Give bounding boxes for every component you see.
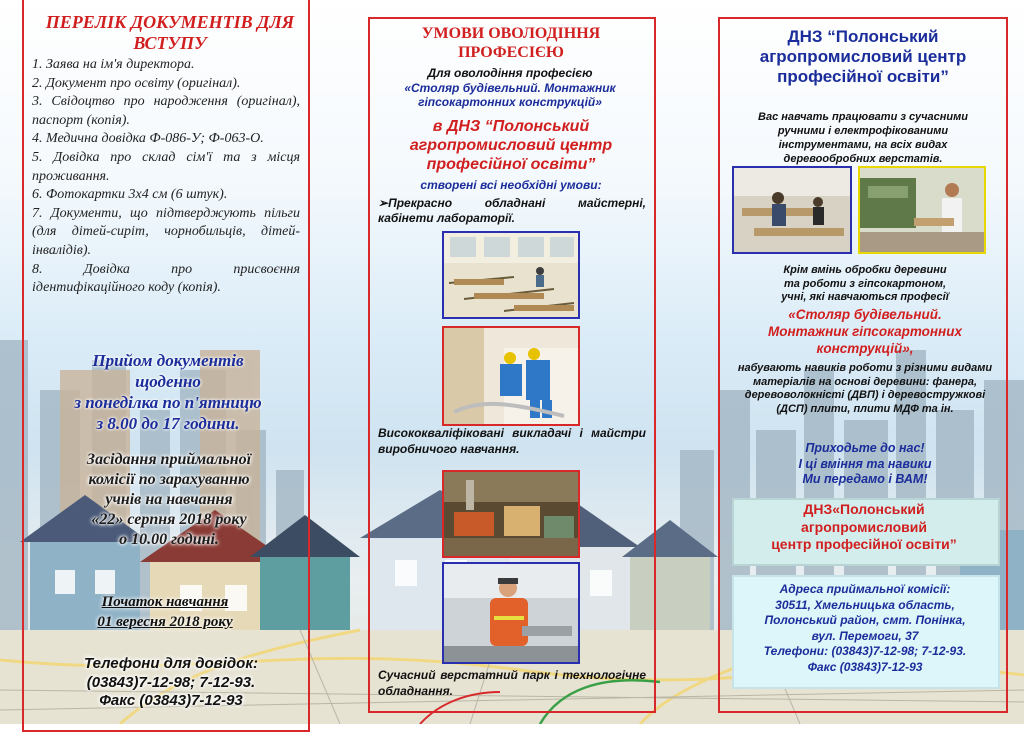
address-line: вул. Перемоги, 37 [811, 628, 919, 643]
phones-line: Телефони для довідок: [84, 655, 258, 672]
profession-line: конструкцій», [816, 341, 914, 356]
box-line: агропромисловий [801, 518, 927, 535]
students-photo [442, 326, 580, 426]
commission-line: о 10.00 годині. [119, 531, 219, 548]
title-line: УМОВИ ОВОЛОДІННЯ [421, 25, 601, 42]
box-line: ДНЗ«Полонський [803, 501, 925, 517]
list-item: 7. Документи, що підтверджують пільги (для дітей-сиріт, чорнобильців, дітей-інвалідів). [32, 205, 300, 258]
profession-conditions-title [382, 24, 640, 62]
profession-line: «Столяр будівельний. [788, 307, 942, 322]
worker-photo [442, 562, 580, 664]
admission-line: Прийом документів [92, 351, 244, 370]
phones-line: Факс (03843)7-12-93 [99, 692, 243, 709]
profession-intro [374, 66, 646, 110]
invite-line: І ці вміння та навики [798, 456, 932, 471]
address-line: Факс (03843)7-12-93 [807, 659, 923, 674]
workshops-bullet [378, 196, 646, 226]
address-line: Адреса приймальної комісії: [779, 582, 951, 596]
title-line: ПРОФЕСІЄЮ [458, 44, 564, 61]
profession-line: Монтажник гіпсокартонних [768, 324, 962, 339]
intro-line: «Столяр будівельний. Монтажник [404, 80, 616, 95]
list-item: 1. Заява на ім'я директора. [32, 57, 195, 72]
invitation-text [734, 441, 996, 488]
materials-text: набувають навиків роботи з різними видами матеріалів на основі деревини: фанера, деревоволокністі (ДВП) і деревостружкові (ДСП) плити, плити МДФ та ін. [737, 362, 993, 415]
admission-line: щоденно [135, 372, 201, 391]
title-line: ДНЗ “Полонський [787, 27, 939, 46]
arrow-bullet-icon: ➢ [378, 196, 389, 210]
workshop-photo [442, 231, 580, 319]
woodwork-class-photo [732, 166, 852, 254]
address-line: 30511, Хмельницька область, [775, 597, 955, 612]
study-start-notice [60, 592, 270, 632]
intro-line: Для оволодіння професією [427, 66, 593, 80]
admission-line: з понеділка по п'ятницю [74, 393, 262, 412]
commission-line: учнів на навчання [105, 491, 233, 508]
school-name-box-text [732, 501, 996, 554]
address-line: Полонський район, смт. Понінка, [764, 613, 966, 628]
title-line: агропромисловий центр [759, 47, 967, 66]
profession-name [734, 306, 996, 357]
study-start-line: Початок навчання [101, 594, 229, 610]
study-start-line: 01 вересня 2018 року [97, 614, 233, 630]
box-line: центр професійної освіти” [771, 536, 957, 552]
address-text [734, 582, 996, 676]
invite-line: Приходьте до нас! [805, 441, 925, 455]
list-item: 5. Довідка про склад сім'ї та з місця проживання. [32, 149, 300, 184]
phones-line: (03843)7-12-98; 7-12-93. [86, 673, 256, 691]
list-item: 8. Довідка про присвоєння ідентифікаційного коду (копія). [32, 261, 300, 296]
school-title [728, 27, 998, 87]
school-line: в ДНЗ “Полонський [432, 118, 590, 135]
commission-line: «22» серпня 2018 року [91, 511, 247, 528]
conditions-lead: створені всі необхідні умови: [420, 178, 602, 192]
school-name [378, 117, 644, 174]
skills-line: та роботи з гіпсокартоном, [783, 277, 947, 290]
skills-line: Крім вмінь обробки деревини [783, 264, 947, 276]
documents-list-title: ПЕРЕЛІК ДОКУМЕНТІВ ДЛЯ ВСТУПУ [45, 12, 295, 53]
intro-line: гіпсокартонних конструкцій» [418, 95, 602, 109]
commission-meeting-notice [42, 450, 296, 550]
list-item: 6. Фотокартки 3х4 см (6 штук). [32, 187, 228, 203]
invite-line: Ми передамо і ВАМ! [802, 472, 928, 486]
list-item: 4. Медична довідка Ф-086-У; Ф-063-О. [32, 131, 264, 147]
address-line: Телефони: (03843)7-12-98; 7-12-93. [763, 644, 967, 659]
documents-list [32, 56, 300, 298]
list-item: 2. Документ про освіту (оригінал). [32, 75, 241, 91]
teachers-caption: Висококваліфіковані викладачі і майстри виробничого навчання. [378, 426, 646, 456]
school-line: професійної освіти” [426, 156, 596, 173]
commission-line: комісії по зарахуванню [88, 471, 250, 488]
machine-workshop-photo [442, 470, 580, 558]
school-line: агропромисловий центр [409, 137, 613, 154]
tools-intro: Вас навчать працювати з сучасними ручними і електрофікованими інструментами, на всіх видах деревообробних верстатів. [758, 111, 968, 165]
reference-phones [40, 655, 302, 711]
commission-line: Засідання приймальної [86, 451, 252, 468]
skills-line: учні, які навчаються професії [781, 291, 949, 304]
machines-caption: Сучасний верстатний парк і технологічне обладнання. [378, 668, 646, 698]
admission-schedule [44, 350, 292, 434]
skills-text [734, 264, 996, 305]
bullet-text: Прекрасно обладнані майстерні, кабінети лабораторії. [378, 196, 646, 225]
title-line: професійної освіти” [777, 67, 949, 86]
admission-line: з 8.00 до 17 години. [96, 414, 240, 433]
list-item: 3. Свідоцтво про народження (оригінал), паспорт (копія). [32, 94, 300, 128]
machine-training-photo [858, 166, 986, 254]
